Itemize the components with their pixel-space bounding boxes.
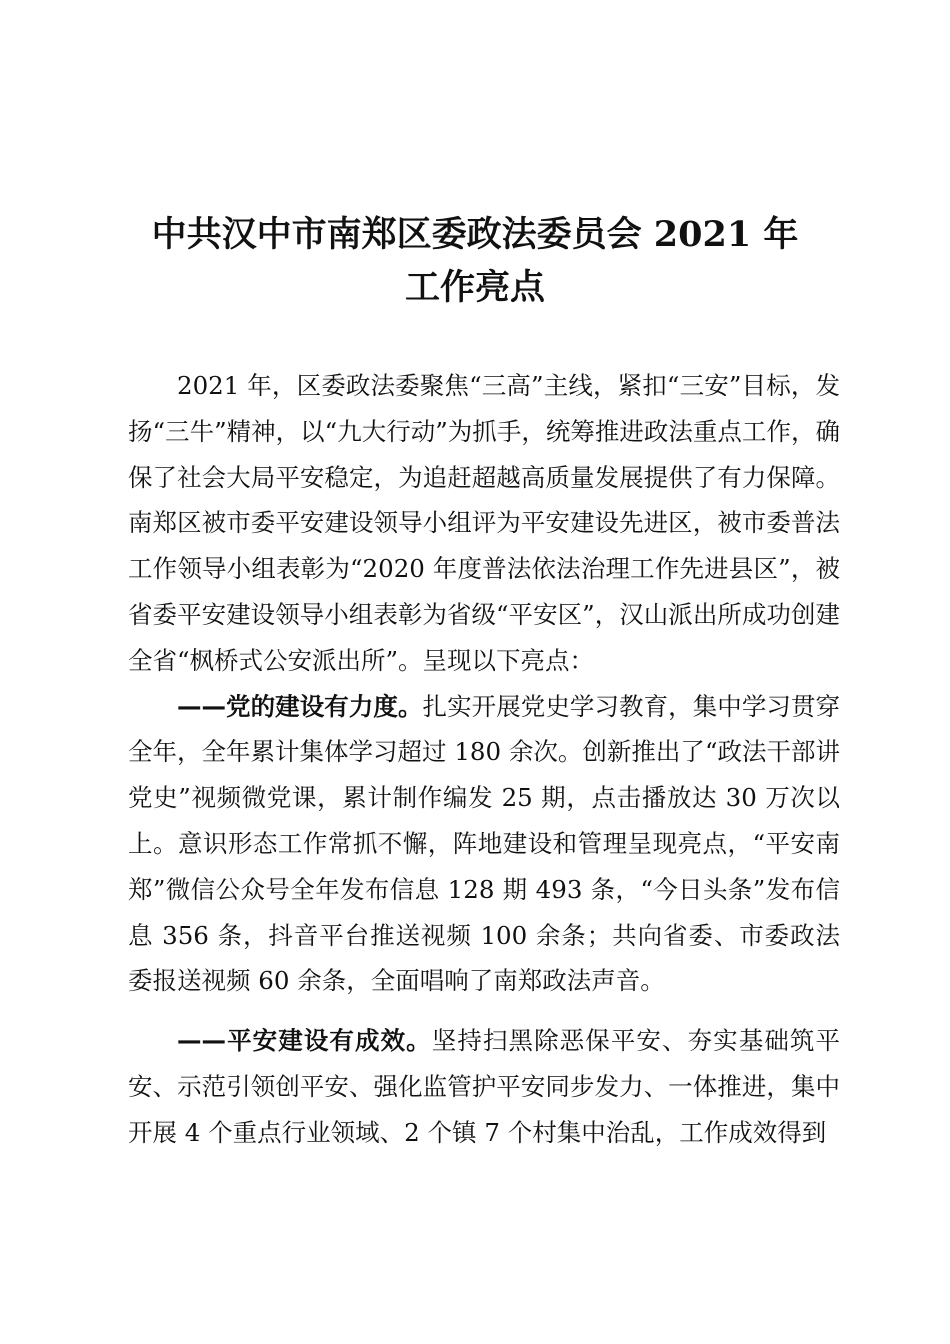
paragraph-safety-building-heading: ——平安建设有成效。	[177, 1026, 432, 1056]
document-body	[128, 363, 840, 1156]
paragraph-party-building-text: 扎实开展党史学习教育，集中学习贯穿全年，全年累计集体学习超过 180 余次。创新推出了“政法干部讲党史”视频微党课，累计制作编发 25 期，点击播放达 30 万次以上。意识形态工作常抓不懈，阵地建设和管理呈现亮点，“平安南郑”微信公众号全年发布信息 128 期 493 条，“今日头条”发布信息 356 条，抖音平台推送视频 100 余条；共向省委、市委政法委报送视频 60 余条，全面唱响了南郑政法声音。	[128, 691, 841, 996]
paragraph-safety-building	[128, 1018, 840, 1155]
paragraph-intro-text: 2021 年，区委政法委聚焦“三高”主线，紧扣“三安”目标，发扬“三牛”精神，以“九大行动”为抓手，统筹推进政法重点工作，确保了社会大局平安稳定，为追赶超越高质量发展提供了有力保障。南郑区被市委平安建设领导小组评为平安建设先进区，被市委普法工作领导小组表彰为“2020 年度普法依法治理工作先进县区”，被省委平安建设领导小组表彰为省级“平安区”，汉山派出所成功创建全省“枫桥式公安派出所”。呈现以下亮点：	[128, 371, 840, 675]
document-title-line-2: 工作亮点	[404, 267, 545, 308]
paragraph-intro	[128, 363, 840, 684]
paragraph-party-building-heading: ——党的建设有力度。	[177, 691, 423, 721]
paragraph-party-building	[128, 684, 840, 1005]
document-title-line-1: 中共汉中市南郑区委政法委员会 2021 年	[151, 214, 799, 255]
paragraph-safety-building-text: 坚持扫黑除恶保平安、夯实基础筑平安、示范引领创平安、强化监管护平安同步发力、一体推进，集中开展 4 个重点行业领域、2 个镇 7 个村集中治乱，工作成效得到	[128, 1026, 840, 1147]
